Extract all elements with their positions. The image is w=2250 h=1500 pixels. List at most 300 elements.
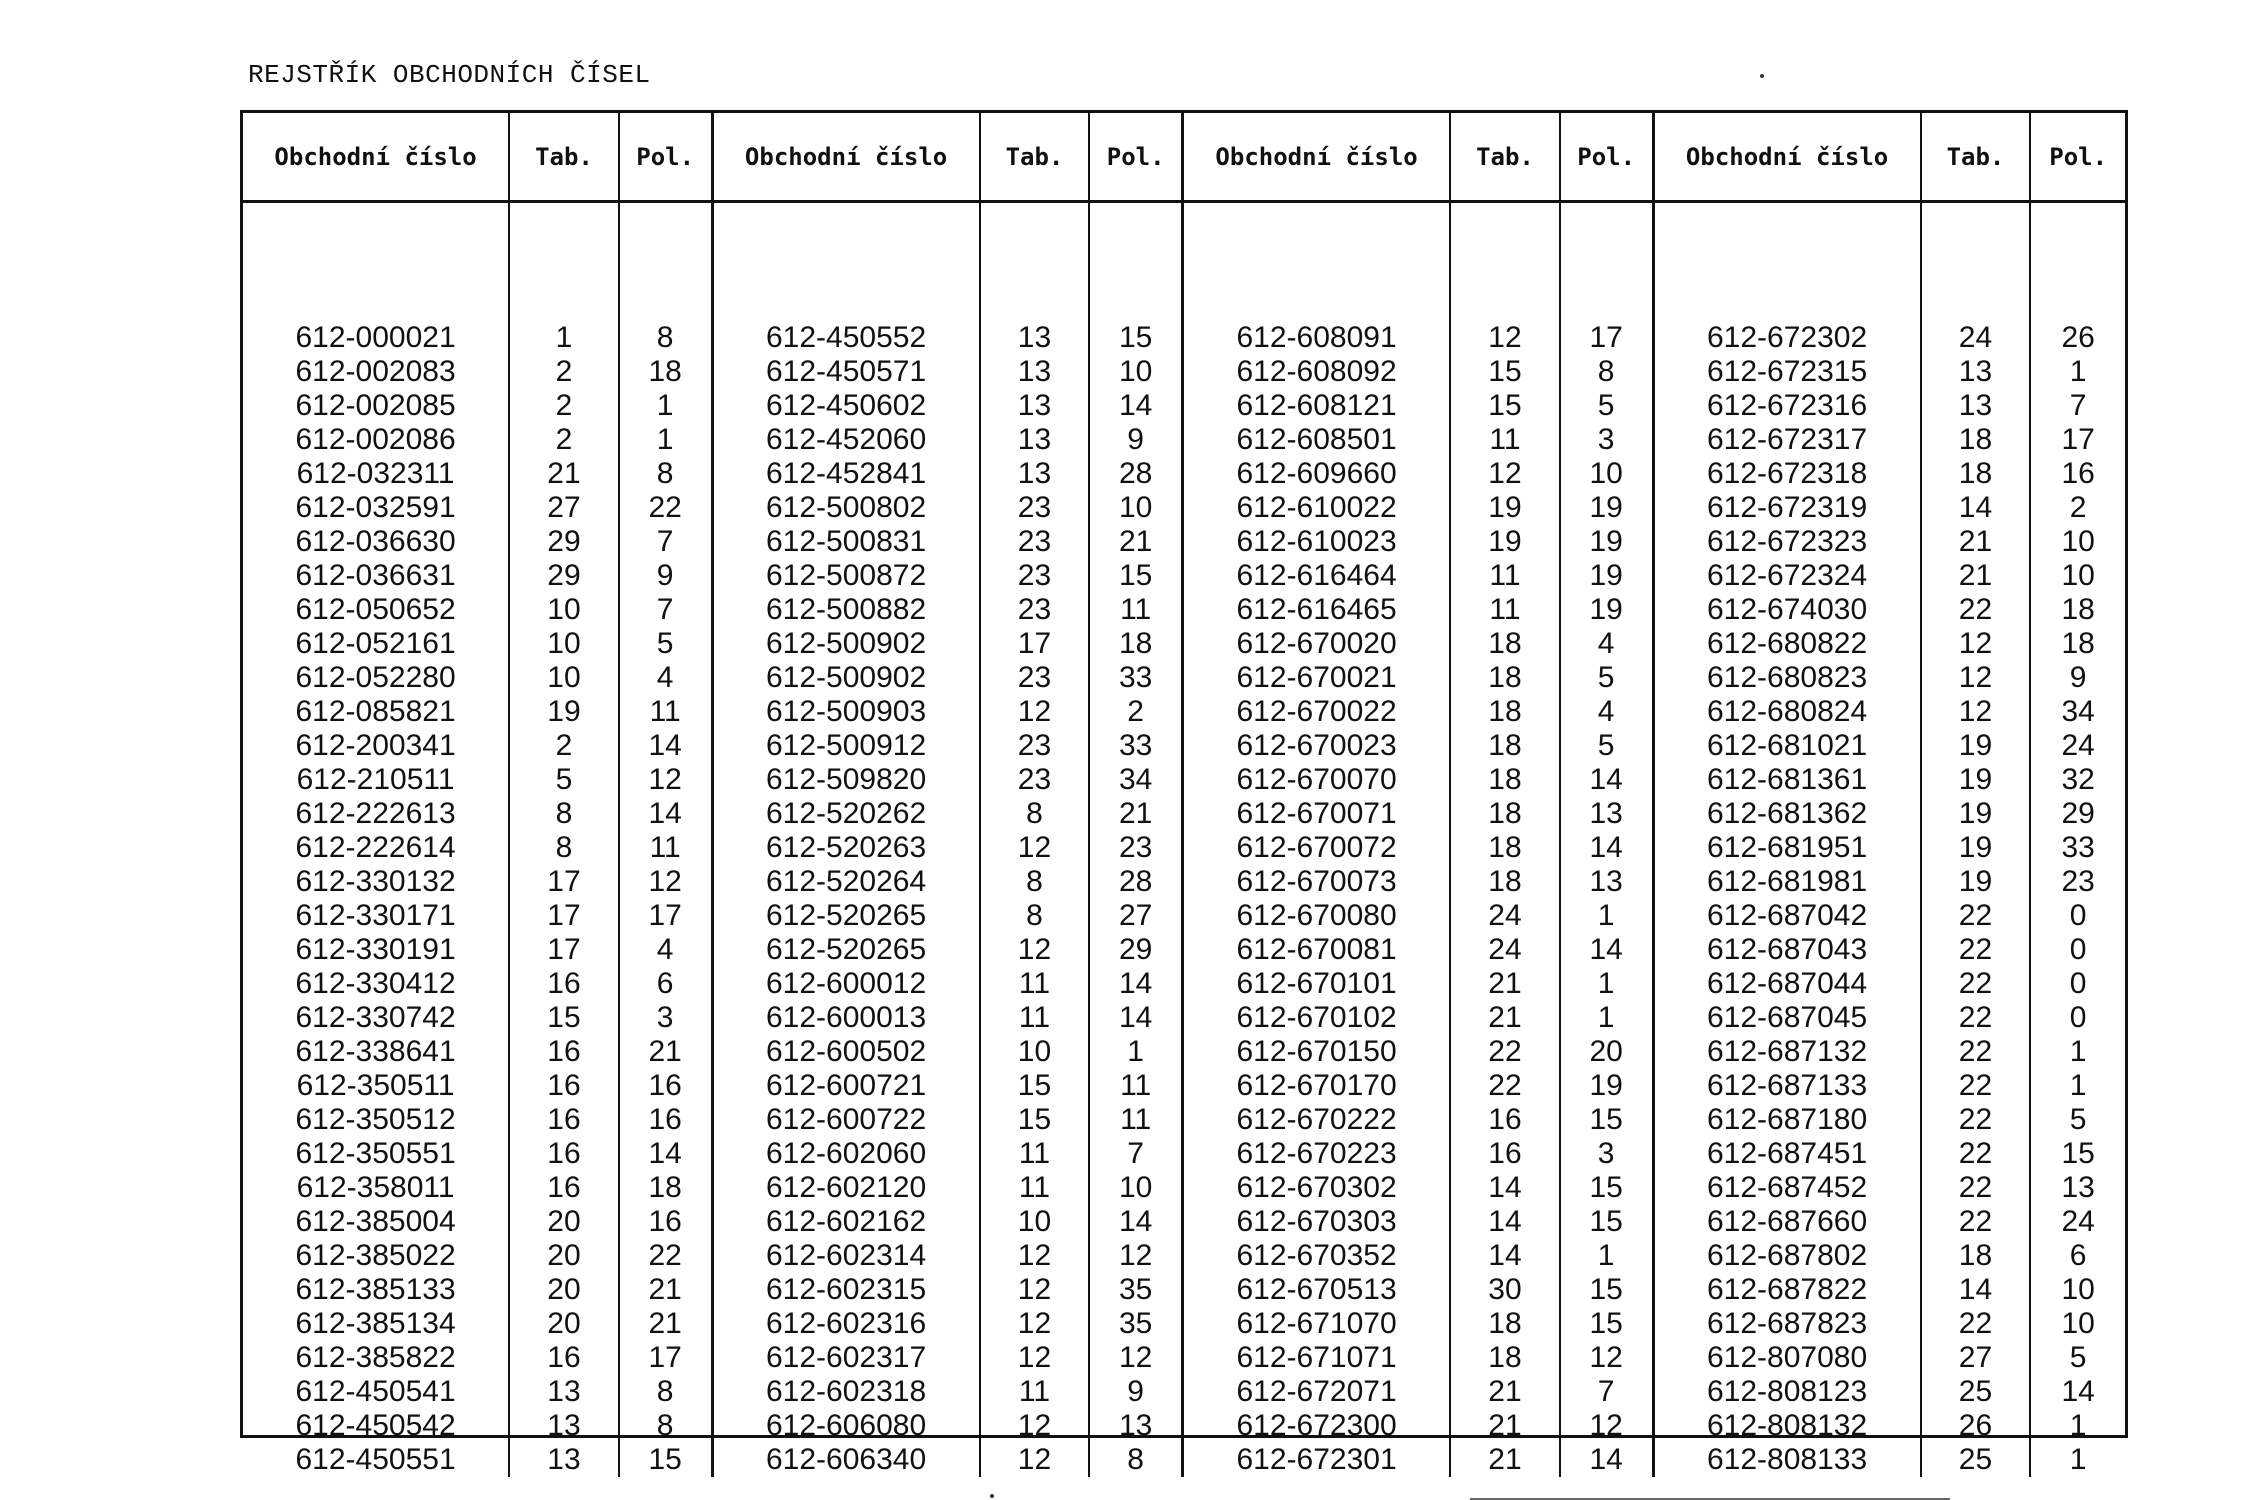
cell-number: 612-500882 bbox=[765, 593, 927, 626]
column-number-3 bbox=[1184, 203, 1451, 1477]
cell-pol: 5 bbox=[2069, 1103, 2087, 1136]
cell-tab: 1 bbox=[555, 321, 573, 354]
cell-tab: 10 bbox=[1017, 1035, 1052, 1068]
cell-tab: 2 bbox=[555, 423, 573, 456]
cell-pol: 2 bbox=[1127, 695, 1144, 728]
cell-pol: 14 bbox=[648, 797, 682, 830]
cell-tab: 23 bbox=[1017, 559, 1052, 592]
cell-pol: 33 bbox=[1118, 661, 1153, 694]
cell-tab: 12 bbox=[1017, 1443, 1052, 1476]
cell-tab: 18 bbox=[1488, 627, 1522, 660]
cell-number: 612-670020 bbox=[1236, 627, 1397, 660]
cell-pol: 24 bbox=[2061, 729, 2095, 762]
cell-tab: 8 bbox=[1026, 797, 1043, 830]
cell-tab: 8 bbox=[1026, 899, 1043, 932]
cell-pol: 14 bbox=[1589, 1443, 1623, 1476]
cell-tab: 24 bbox=[1488, 899, 1522, 932]
cell-number: 612-681361 bbox=[1706, 763, 1868, 796]
cell-tab: 23 bbox=[1017, 491, 1052, 524]
cell-pol: 1 bbox=[2069, 355, 2087, 388]
cell-tab: 10 bbox=[547, 627, 581, 660]
cell-pol: 10 bbox=[1118, 491, 1153, 524]
cell-tab: 18 bbox=[1488, 729, 1522, 762]
cell-tab: 16 bbox=[547, 967, 581, 1000]
cell-number: 612-616464 bbox=[1236, 559, 1397, 592]
cell-number: 612-210511 bbox=[296, 763, 455, 796]
cell-number: 612-602162 bbox=[765, 1205, 927, 1238]
cell-pol: 6 bbox=[656, 967, 674, 1000]
cell-pol: 10 bbox=[2061, 1273, 2095, 1306]
cell-pol: 11 bbox=[1120, 1103, 1152, 1136]
cell-number: 612-681951 bbox=[1706, 831, 1868, 864]
cell-number: 612-602120 bbox=[765, 1171, 927, 1204]
cell-tab: 18 bbox=[1488, 1341, 1522, 1374]
register-table bbox=[240, 110, 2128, 1476]
cell-pol: 33 bbox=[1118, 729, 1153, 762]
cell-tab: 18 bbox=[1958, 423, 1993, 456]
table-header-row bbox=[243, 113, 2125, 203]
cell-tab: 21 bbox=[1488, 1375, 1522, 1408]
cell-pol: 7 bbox=[656, 525, 674, 558]
cell-number: 612-687133 bbox=[1706, 1069, 1868, 1102]
cell-tab: 21 bbox=[1488, 1409, 1522, 1442]
cell-number: 612-330132 bbox=[295, 865, 456, 898]
cell-pol: 14 bbox=[1118, 1001, 1153, 1034]
cell-pol: 7 bbox=[1597, 1375, 1615, 1408]
header-tab-4: Tab. bbox=[1922, 113, 2032, 200]
cell-tab: 15 bbox=[1017, 1069, 1052, 1102]
cell-tab: 23 bbox=[1017, 593, 1052, 626]
cell-number: 612-670223 bbox=[1236, 1137, 1397, 1170]
cell-tab: 13 bbox=[1017, 423, 1052, 456]
cell-tab: 12 bbox=[1017, 1341, 1052, 1374]
header-pol-1: Pol. bbox=[620, 113, 714, 200]
cell-pol: 28 bbox=[1118, 865, 1153, 898]
cell-number: 612-808132 bbox=[1706, 1409, 1868, 1442]
cell-number: 612-385822 bbox=[295, 1341, 456, 1374]
cell-tab: 14 bbox=[1488, 1171, 1522, 1204]
cell-tab: 30 bbox=[1488, 1273, 1522, 1306]
cell-number: 612-672319 bbox=[1706, 491, 1868, 524]
cell-pol: 1 bbox=[656, 389, 674, 422]
cell-pol: 29 bbox=[2061, 797, 2095, 830]
cell-number: 612-687660 bbox=[1706, 1205, 1868, 1238]
cell-number: 612-606340 bbox=[765, 1443, 927, 1476]
cell-tab: 16 bbox=[547, 1035, 581, 1068]
cell-number: 612-808123 bbox=[1706, 1375, 1868, 1408]
cell-number: 612-602314 bbox=[765, 1239, 927, 1272]
cell-pol: 27 bbox=[1118, 899, 1153, 932]
cell-tab: 19 bbox=[1488, 525, 1522, 558]
cell-pol: 0 bbox=[2069, 933, 2087, 966]
cell-pol: 17 bbox=[2061, 423, 2095, 456]
cell-pol: 14 bbox=[1118, 967, 1153, 1000]
cell-pol: 14 bbox=[2061, 1375, 2095, 1408]
table-body bbox=[243, 203, 2125, 1477]
cell-number: 612-608501 bbox=[1236, 423, 1397, 456]
cell-number: 612-036631 bbox=[295, 559, 456, 592]
cell-pol: 32 bbox=[2061, 763, 2095, 796]
header-tab-1: Tab. bbox=[510, 113, 620, 200]
cell-pol: 1 bbox=[2069, 1409, 2087, 1442]
cell-number: 612-085821 bbox=[295, 695, 456, 728]
cell-number: 612-680823 bbox=[1706, 661, 1868, 694]
cell-tab: 15 bbox=[1488, 389, 1522, 422]
cell-tab: 14 bbox=[1488, 1205, 1522, 1238]
cell-tab: 11 bbox=[1018, 1171, 1051, 1204]
cell-tab: 2 bbox=[555, 389, 573, 422]
cell-pol: 11 bbox=[1120, 1069, 1152, 1102]
cell-tab: 15 bbox=[1488, 355, 1522, 388]
cell-pol: 5 bbox=[656, 627, 674, 660]
cell-pol: 33 bbox=[2061, 831, 2095, 864]
cell-number: 612-602316 bbox=[765, 1307, 927, 1340]
cell-tab: 24 bbox=[1488, 933, 1522, 966]
cell-pol: 0 bbox=[2069, 899, 2087, 932]
cell-pol: 1 bbox=[1597, 1239, 1615, 1272]
cell-number: 612-330171 bbox=[295, 899, 456, 932]
cell-pol: 22 bbox=[648, 491, 682, 524]
cell-number: 612-670102 bbox=[1236, 1001, 1397, 1034]
cell-tab: 2 bbox=[555, 729, 573, 762]
cell-tab: 13 bbox=[1958, 389, 1993, 422]
cell-pol: 8 bbox=[1597, 355, 1615, 388]
column-tab-1 bbox=[510, 203, 620, 1477]
cell-tab: 15 bbox=[1017, 1103, 1052, 1136]
cell-pol: 35 bbox=[1118, 1273, 1153, 1306]
cell-tab: 12 bbox=[1017, 1239, 1052, 1272]
cell-pol: 3 bbox=[1597, 423, 1615, 456]
cell-number: 612-671070 bbox=[1236, 1307, 1397, 1340]
cell-pol: 19 bbox=[1589, 491, 1623, 524]
cell-number: 612-687451 bbox=[1706, 1137, 1868, 1170]
cell-pol: 13 bbox=[1589, 865, 1623, 898]
cell-pol: 23 bbox=[2061, 865, 2095, 898]
cell-tab: 12 bbox=[1958, 627, 1993, 660]
cell-tab: 12 bbox=[1017, 1273, 1052, 1306]
cell-tab: 20 bbox=[547, 1239, 581, 1272]
cell-pol: 9 bbox=[1127, 1375, 1144, 1408]
cell-tab: 11 bbox=[1018, 1375, 1051, 1408]
cell-tab: 21 bbox=[1958, 525, 1993, 558]
cell-number: 612-687044 bbox=[1706, 967, 1868, 1000]
cell-number: 612-500872 bbox=[765, 559, 927, 592]
cell-tab: 20 bbox=[547, 1273, 581, 1306]
header-tab-2: Tab. bbox=[981, 113, 1091, 200]
cell-tab: 18 bbox=[1488, 661, 1522, 694]
cell-pol: 34 bbox=[2061, 695, 2095, 728]
cell-number: 612-452841 bbox=[765, 457, 927, 490]
cell-tab: 22 bbox=[1958, 1001, 1993, 1034]
cell-number: 612-052280 bbox=[295, 661, 456, 694]
cell-number: 612-687802 bbox=[1706, 1239, 1868, 1272]
cell-tab: 27 bbox=[1958, 1341, 1993, 1374]
cell-number: 612-608092 bbox=[1236, 355, 1397, 388]
cell-tab: 21 bbox=[1488, 1001, 1522, 1034]
cell-pol: 14 bbox=[1589, 933, 1623, 966]
cell-number: 612-670302 bbox=[1236, 1171, 1397, 1204]
cell-tab: 22 bbox=[1488, 1035, 1522, 1068]
cell-number: 612-052161 bbox=[295, 627, 456, 660]
cell-tab: 11 bbox=[1018, 967, 1051, 1000]
cell-number: 612-338641 bbox=[295, 1035, 456, 1068]
cell-number: 612-358011 bbox=[296, 1171, 455, 1204]
cell-pol: 14 bbox=[1118, 389, 1153, 422]
cell-number: 612-608091 bbox=[1236, 321, 1397, 354]
cell-pol: 0 bbox=[2069, 1001, 2087, 1034]
column-pol-3 bbox=[1561, 203, 1655, 1477]
cell-tab: 12 bbox=[1017, 1307, 1052, 1340]
cell-tab: 11 bbox=[1489, 559, 1521, 592]
cell-number: 612-602317 bbox=[765, 1341, 927, 1374]
cell-pol: 15 bbox=[1589, 1307, 1623, 1340]
cell-pol: 17 bbox=[1589, 321, 1623, 354]
cell-pol: 3 bbox=[1597, 1137, 1615, 1170]
cell-number: 612-687045 bbox=[1706, 1001, 1868, 1034]
cell-pol: 5 bbox=[1597, 729, 1615, 762]
cell-tab: 17 bbox=[547, 899, 581, 932]
cell-tab: 22 bbox=[1958, 1137, 1993, 1170]
cell-pol: 16 bbox=[648, 1103, 682, 1136]
cell-number: 612-672323 bbox=[1706, 525, 1868, 558]
cell-tab: 10 bbox=[547, 593, 581, 626]
cell-number: 612-520264 bbox=[765, 865, 927, 898]
cell-pol: 14 bbox=[648, 729, 682, 762]
cell-number: 612-672071 bbox=[1236, 1375, 1397, 1408]
cell-number: 612-670150 bbox=[1236, 1035, 1397, 1068]
cell-number: 612-672302 bbox=[1706, 321, 1868, 354]
cell-number: 612-500902 bbox=[765, 627, 927, 660]
cell-number: 612-002085 bbox=[295, 389, 456, 422]
cell-pol: 18 bbox=[1118, 627, 1153, 660]
cell-pol: 7 bbox=[656, 593, 674, 626]
cell-pol: 1 bbox=[1597, 967, 1615, 1000]
cell-tab: 10 bbox=[1017, 1205, 1052, 1238]
cell-pol: 18 bbox=[2061, 593, 2095, 626]
cell-tab: 25 bbox=[1958, 1375, 1993, 1408]
cell-number: 612-600721 bbox=[765, 1069, 927, 1102]
cell-tab: 18 bbox=[1958, 457, 1993, 490]
cell-tab: 19 bbox=[1958, 831, 1993, 864]
header-number-3: Obchodní číslo bbox=[1184, 113, 1451, 200]
cell-number: 612-602060 bbox=[765, 1137, 927, 1170]
cell-number: 612-520262 bbox=[765, 797, 927, 830]
header-pol-4: Pol. bbox=[2049, 142, 2108, 171]
cell-number: 612-610023 bbox=[1236, 525, 1397, 558]
cell-tab: 13 bbox=[1017, 321, 1052, 354]
cell-number: 612-670352 bbox=[1236, 1239, 1397, 1272]
cell-number: 612-450602 bbox=[765, 389, 927, 422]
cell-tab: 16 bbox=[547, 1103, 581, 1136]
cell-number: 612-687822 bbox=[1706, 1273, 1868, 1306]
cell-pol: 29 bbox=[1118, 933, 1153, 966]
cell-pol: 5 bbox=[2069, 1341, 2087, 1374]
cell-tab: 22 bbox=[1958, 1103, 1993, 1136]
cell-pol: 21 bbox=[1118, 525, 1153, 558]
cell-tab: 21 bbox=[1488, 1443, 1522, 1476]
column-pol-4 bbox=[2031, 203, 2125, 1477]
column-tab-4 bbox=[1922, 203, 2032, 1477]
cell-number: 612-032311 bbox=[296, 457, 455, 490]
cell-tab: 14 bbox=[1488, 1239, 1522, 1272]
cell-number: 612-330191 bbox=[295, 933, 456, 966]
cell-pol: 10 bbox=[1118, 1171, 1153, 1204]
cell-tab: 22 bbox=[1958, 1171, 1993, 1204]
cell-number: 612-680822 bbox=[1706, 627, 1868, 660]
column-pol-1 bbox=[620, 203, 714, 1477]
cell-tab: 21 bbox=[547, 457, 581, 490]
cell-tab: 19 bbox=[1958, 865, 1993, 898]
cell-pol: 21 bbox=[1118, 797, 1153, 830]
cell-tab: 22 bbox=[1958, 1205, 1993, 1238]
cell-number: 612-500831 bbox=[765, 525, 927, 558]
cell-number: 612-687132 bbox=[1706, 1035, 1868, 1068]
cell-tab: 23 bbox=[1017, 525, 1052, 558]
header-number-1: Obchodní číslo bbox=[243, 113, 510, 200]
cell-number: 612-520263 bbox=[765, 831, 927, 864]
cell-tab: 21 bbox=[1958, 559, 1993, 592]
stray-dot bbox=[990, 1494, 994, 1498]
cell-tab: 12 bbox=[1958, 695, 1993, 728]
cell-pol: 6 bbox=[2069, 1239, 2087, 1272]
cell-number: 612-670073 bbox=[1236, 865, 1397, 898]
cell-tab: 17 bbox=[1017, 627, 1052, 660]
cell-pol: 4 bbox=[1597, 627, 1615, 660]
cell-tab: 16 bbox=[1488, 1103, 1522, 1136]
cell-tab: 12 bbox=[1017, 933, 1052, 966]
cell-number: 612-672316 bbox=[1706, 389, 1868, 422]
cell-tab: 24 bbox=[1958, 321, 1993, 354]
cell-number: 612-674030 bbox=[1706, 593, 1868, 626]
cell-number: 612-687180 bbox=[1706, 1103, 1868, 1136]
cell-pol: 14 bbox=[1589, 763, 1623, 796]
cell-number: 612-609660 bbox=[1236, 457, 1397, 490]
cell-number: 612-500802 bbox=[765, 491, 927, 524]
cell-tab: 22 bbox=[1958, 593, 1993, 626]
cell-pol: 15 bbox=[1589, 1205, 1623, 1238]
header-pol-2: Pol. bbox=[1090, 113, 1184, 200]
cell-number: 612-687042 bbox=[1706, 899, 1868, 932]
cell-number: 612-672318 bbox=[1706, 457, 1868, 490]
cell-pol: 7 bbox=[1127, 1137, 1144, 1170]
cell-number: 612-036630 bbox=[295, 525, 456, 558]
cell-pol: 14 bbox=[648, 1137, 682, 1170]
cell-number: 612-500903 bbox=[765, 695, 927, 728]
cell-number: 612-002083 bbox=[295, 355, 456, 388]
header-number-2: Obchodní číslo bbox=[714, 113, 981, 200]
cell-tab: 22 bbox=[1488, 1069, 1522, 1102]
cell-pol: 18 bbox=[648, 355, 682, 388]
cell-number: 612-350512 bbox=[295, 1103, 456, 1136]
cell-tab: 26 bbox=[1958, 1409, 1993, 1442]
cell-number: 612-687043 bbox=[1706, 933, 1868, 966]
cell-tab: 22 bbox=[1958, 899, 1993, 932]
cell-number: 612-608121 bbox=[1236, 389, 1397, 422]
cell-pol: 1 bbox=[1597, 1001, 1615, 1034]
cell-pol: 8 bbox=[656, 1375, 674, 1408]
cell-pol: 4 bbox=[656, 933, 674, 966]
cell-number: 612-350511 bbox=[296, 1069, 455, 1102]
cell-tab: 16 bbox=[547, 1171, 581, 1204]
cell-pol: 1 bbox=[656, 423, 674, 456]
cell-pol: 15 bbox=[1589, 1273, 1623, 1306]
cell-pol: 34 bbox=[1118, 763, 1153, 796]
cell-tab: 11 bbox=[1489, 423, 1521, 456]
cell-tab: 20 bbox=[547, 1205, 581, 1238]
cell-tab: 19 bbox=[1958, 797, 1993, 830]
cell-pol: 10 bbox=[1589, 457, 1623, 490]
cell-tab: 18 bbox=[1488, 763, 1522, 796]
cell-number: 612-670072 bbox=[1236, 831, 1397, 864]
cell-tab: 23 bbox=[1017, 729, 1052, 762]
cell-tab: 2 bbox=[555, 355, 573, 388]
cell-tab: 12 bbox=[1958, 661, 1993, 694]
cell-pol: 9 bbox=[1127, 423, 1144, 456]
cell-pol: 10 bbox=[2061, 525, 2095, 558]
cell-number: 612-681362 bbox=[1706, 797, 1868, 830]
cell-number: 612-672301 bbox=[1236, 1443, 1397, 1476]
cell-pol: 12 bbox=[1589, 1409, 1623, 1442]
cell-tab: 17 bbox=[547, 865, 581, 898]
cell-pol: 1 bbox=[1597, 899, 1615, 932]
cell-tab: 19 bbox=[1958, 763, 1993, 796]
cell-tab: 13 bbox=[1958, 355, 1993, 388]
cell-pol: 1 bbox=[1127, 1035, 1144, 1068]
cell-tab: 19 bbox=[1958, 729, 1993, 762]
cell-pol: 19 bbox=[1589, 593, 1623, 626]
cell-tab: 22 bbox=[1958, 967, 1993, 1000]
cell-pol: 21 bbox=[648, 1035, 682, 1068]
cell-tab: 10 bbox=[547, 661, 581, 694]
cell-number: 612-681021 bbox=[1706, 729, 1868, 762]
cell-number: 612-450541 bbox=[295, 1375, 456, 1408]
cell-pol: 8 bbox=[656, 1409, 674, 1442]
cell-tab: 29 bbox=[547, 559, 581, 592]
cell-tab: 12 bbox=[1017, 831, 1052, 864]
cell-number: 612-450551 bbox=[295, 1443, 456, 1476]
cell-number: 612-500912 bbox=[765, 729, 927, 762]
cell-number: 612-509820 bbox=[765, 763, 927, 796]
cell-pol: 12 bbox=[648, 865, 682, 898]
cell-pol: 12 bbox=[1589, 1341, 1623, 1374]
cell-number: 612-602315 bbox=[765, 1273, 927, 1306]
cell-number: 612-450571 bbox=[765, 355, 927, 388]
cell-pol: 10 bbox=[1118, 355, 1153, 388]
cell-pol: 9 bbox=[656, 559, 674, 592]
cell-tab: 18 bbox=[1488, 1307, 1522, 1340]
cell-number: 612-200341 bbox=[295, 729, 456, 762]
cell-pol: 35 bbox=[1118, 1307, 1153, 1340]
cell-number: 612-000021 bbox=[295, 321, 456, 354]
cell-pol: 2 bbox=[2069, 491, 2087, 524]
cell-tab: 8 bbox=[555, 831, 573, 864]
cell-number: 612-670071 bbox=[1236, 797, 1397, 830]
cell-number: 612-681981 bbox=[1706, 865, 1868, 898]
cell-pol: 5 bbox=[1597, 389, 1615, 422]
cell-pol: 11 bbox=[1120, 593, 1152, 626]
header-number-4: Obchodní číslo bbox=[1655, 113, 1922, 200]
cell-tab: 27 bbox=[547, 491, 581, 524]
cell-number: 612-520265 bbox=[765, 899, 927, 932]
cell-tab: 13 bbox=[547, 1409, 581, 1442]
column-tab-2 bbox=[981, 203, 1091, 1477]
cell-number: 612-670303 bbox=[1236, 1205, 1397, 1238]
cell-tab: 13 bbox=[1017, 457, 1052, 490]
column-number-4 bbox=[1655, 203, 1922, 1477]
cell-pol: 19 bbox=[1589, 525, 1623, 558]
cell-number: 612-600502 bbox=[765, 1035, 927, 1068]
cell-number: 612-672300 bbox=[1236, 1409, 1397, 1442]
